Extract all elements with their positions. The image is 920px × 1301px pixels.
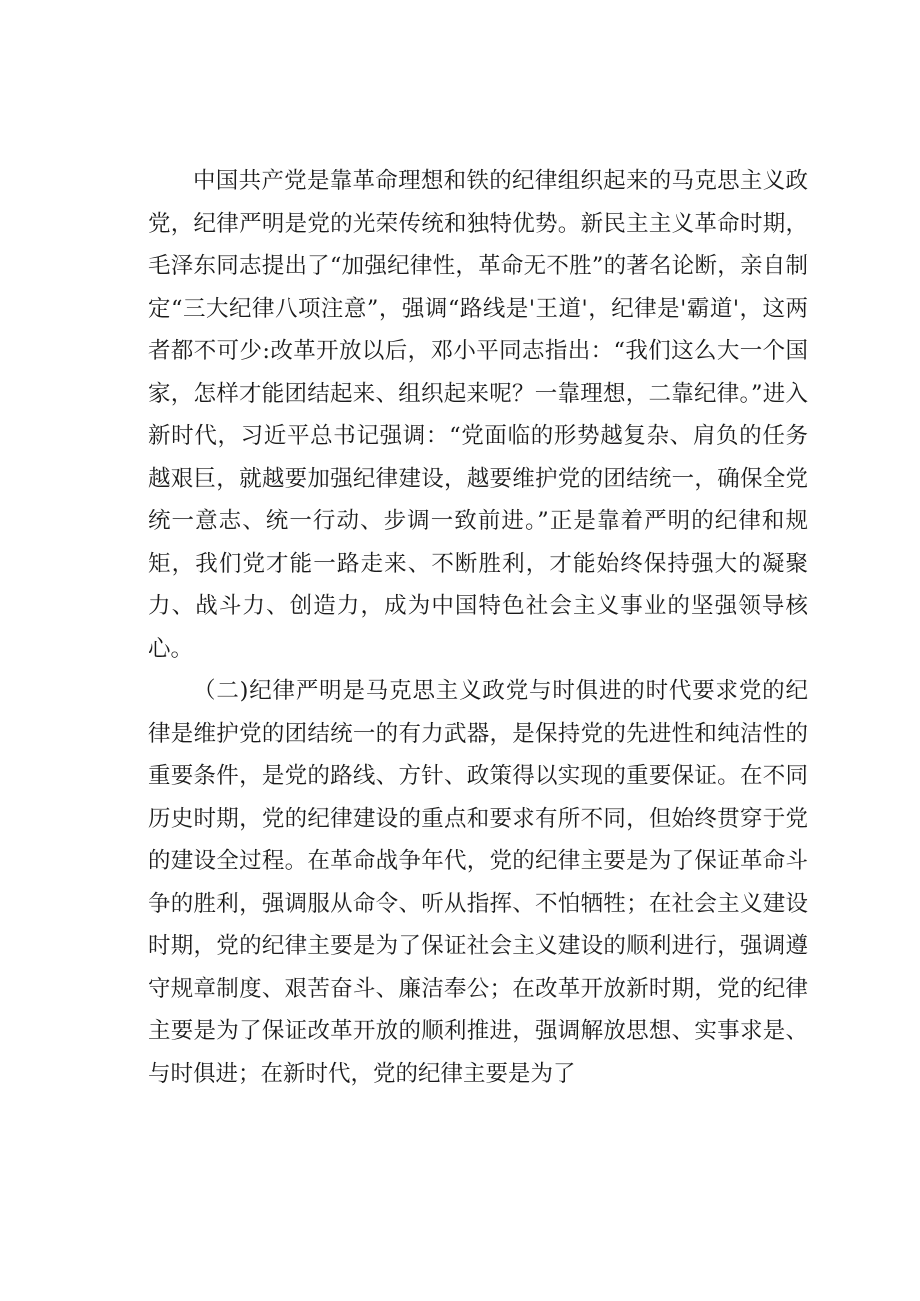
document-body	[148, 160, 808, 1095]
paragraph-1: 中国共产党是靠革命理想和铁的纪律组织起来的马克思主义政党，纪律严明是党的光荣传统和独特优势。新民主主义革命时期，毛泽东同志提出了“加强纪律性，革命无不胜”的著名论断，亲自制定“三大纪律八项注意”，强调“路线是'王道'，纪律是'霸道'，这两者都不可少:改革开放以后，邓小平同志指出：“我们这么大一个国家，怎样才能团结起来、组织起来呢？一靠理想，二靠纪律。”进入新时代，习近平总书记强调：“党面临的形势越复杂、肩负的任务越艰巨，就越要加强纪律建设，越要维护党的团结统一，确保全党统一意志、统一行动、步调一致前进。”正是靠着严明的纪律和规矩，我们党才能一路走来、不断胜利，才能始终保持强大的凝聚力、战斗力、创造力，成为中国特色社会主义事业的坚强领导核心。	[148, 168, 808, 662]
paragraph-2: （二)纪律严明是马克思主义政党与时俱进的时代要求党的纪律是维护党的团结统一的有力武器，是保持党的先进性和纯洁性的重要条件，是党的路线、方针、政策得以实现的重要保证。在不同历史时期，党的纪律建设的重点和要求有所不同，但始终贯穿于党的建设全过程。在革命战争年代，党的纪律主要是为了保证革命斗争的胜利，强调服从命令、听从指挥、不怕牺牲；在社会主义建设时期，党的纪律主要是为了保证社会主义建设的顺利进行，强调遵守规章制度、艰苦奋斗、廉洁奉公；在改革开放新时期，党的纪律主要是为了保证改革开放的顺利推进，强调解放思想、实事求是、与时俱进；在新时代，党的纪律主要是为了	[148, 678, 808, 1087]
